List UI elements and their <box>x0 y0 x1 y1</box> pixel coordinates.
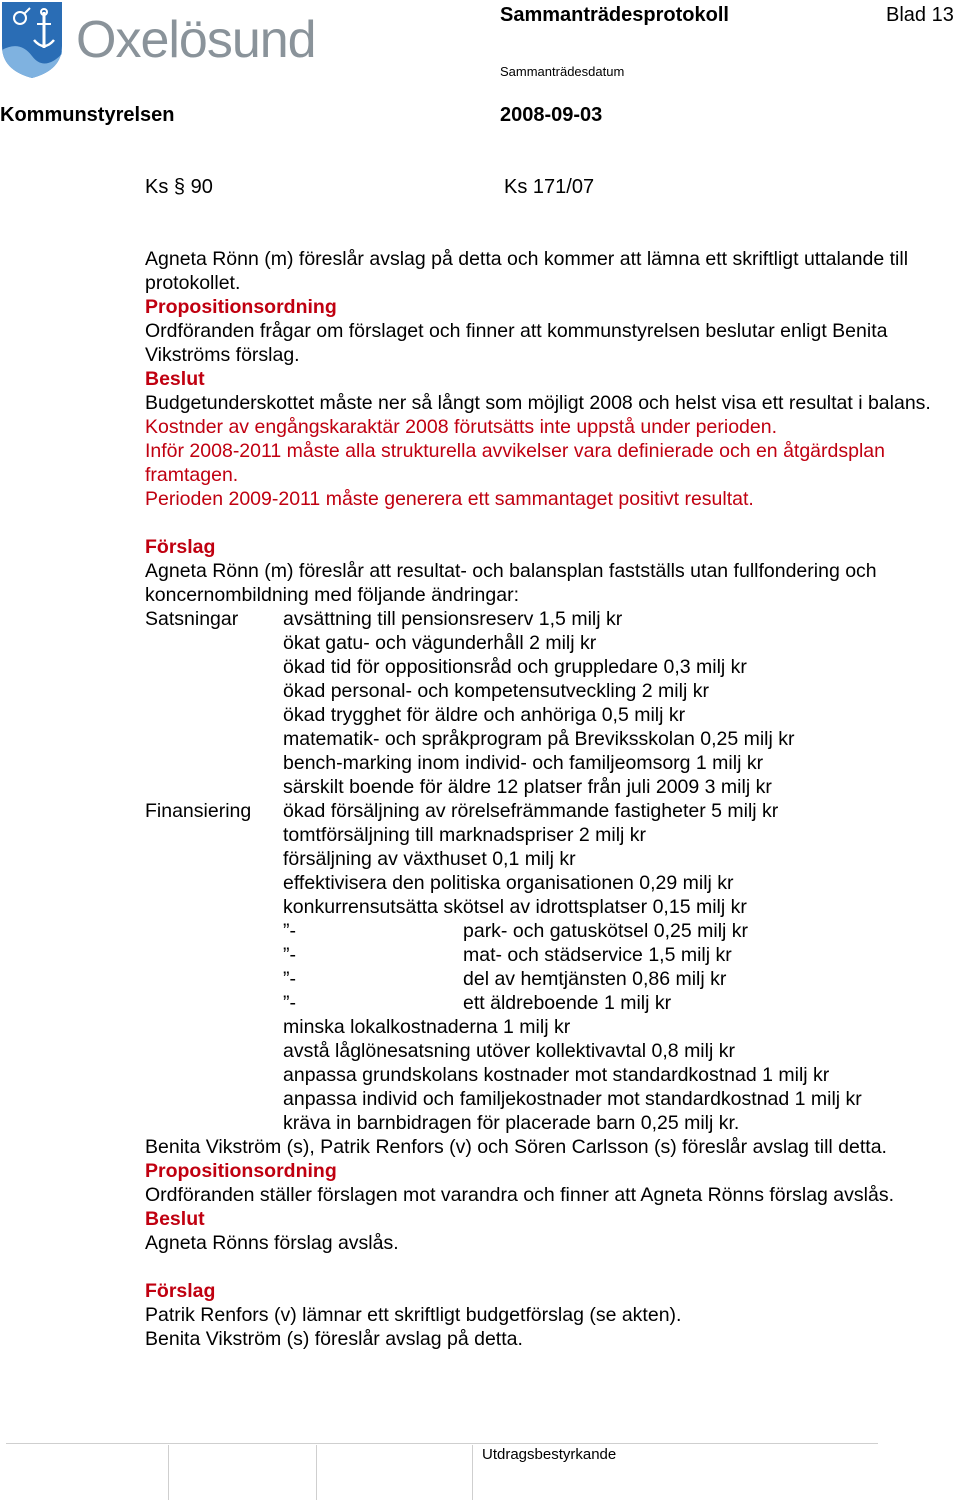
signature-box <box>472 1445 473 1500</box>
list-item: anpassa grundskolans kostnader mot standardkostnad 1 milj kr <box>283 1064 830 1086</box>
decision-text-1: Budgetunderskottet måste ner så långt som möjligt 2008 och helst visa ett resultat i balans. <box>145 392 931 414</box>
finansiering-list <box>283 799 945 1135</box>
proposal-renfors: Patrik Renfors (v) lämnar ett skriftligt budgetförslag (se akten). <box>145 1304 682 1326</box>
list-item: ökad trygghet för äldre och anhöriga 0,5 milj kr <box>283 704 686 726</box>
list-item: kräva in barnbidragen för placerade barn 0,25 milj kr. <box>283 1112 740 1134</box>
ditto-mark: ”- <box>283 968 296 990</box>
list-item: ”- del av hemtjänsten 0,86 milj kr <box>283 968 727 990</box>
list-item: ”- ett äldreboende 1 milj kr <box>283 992 672 1014</box>
list-item: tomtförsäljning till marknadspriser 2 milj kr <box>283 824 647 846</box>
ditto-mark: ”- <box>283 992 296 1014</box>
list-item: särskilt boende för äldre 12 platser från juli 2009 3 milj kr <box>283 776 772 798</box>
municipality-name: Oxelösund <box>76 11 316 69</box>
finansiering-block <box>145 799 945 1135</box>
list-item: minska lokalkostnaderna 1 milj kr <box>283 1016 571 1038</box>
proposal-intro: Agneta Rönn (m) föreslår att resultat- och balansplan fastställs utan fullfondering och koncernombildning med följande ändringar: <box>145 560 877 606</box>
reject-vikstrom: Benita Vikström (s) föreslår avslag på detta. <box>145 1328 523 1350</box>
list-item: ökad tid för oppositionsråd och gruppledare 0,3 milj kr <box>283 656 747 678</box>
chair-decision: Ordföranden frågar om förslaget och finner att kommunstyrelsen beslutar enligt Benita Vikströms förslag. <box>145 320 888 366</box>
list-item: matematik- och språkprogram på Breviksskolan 0,25 milj kr <box>283 728 795 750</box>
heading-propositionsordning: Propositionsordning <box>145 296 337 318</box>
footer-divider <box>6 1443 878 1444</box>
case-reference: Ks 171/07 <box>504 176 595 198</box>
meeting-date: 2008-09-03 <box>500 104 603 126</box>
satsningar-label: Satsningar <box>145 608 239 630</box>
list-item: bench-marking inom individ- och familjeomsorg 1 milj kr <box>283 752 764 774</box>
list-item: effektivisera den politiska organisationen 0,29 milj kr <box>283 872 734 894</box>
heading-beslut-2: Beslut <box>145 1208 205 1230</box>
list-item: ”- park- och gatuskötsel 0,25 milj kr <box>283 920 749 942</box>
meeting-date-label: Sammanträdesdatum <box>500 64 625 79</box>
decision-text-4: Perioden 2009-2011 måste generera ett sammantaget positivt resultat. <box>145 488 754 510</box>
satsningar-block <box>145 607 945 799</box>
decision-text-2: Kostnder av engångskaraktär 2008 förutsätts inte uppstå under perioden. <box>145 416 777 438</box>
ditto-mark: ”- <box>283 944 296 966</box>
list-item: ”- mat- och städservice 1,5 milj kr <box>283 944 732 966</box>
list-item: ökad personal- och kompetensutveckling 2 milj kr <box>283 680 709 702</box>
satsningar-list <box>283 607 945 799</box>
list-item: konkurrensutsätta skötsel av idrottsplatser 0,15 milj kr <box>283 896 747 918</box>
list-item: anpassa individ och familjekostnader mot standardkostnad 1 milj kr <box>283 1088 862 1110</box>
document-title: Sammanträdesprotokoll <box>500 4 729 26</box>
signature-box <box>168 1445 169 1500</box>
chair-decision-2: Ordföranden ställer förslagen mot varandra och finner att Agneta Rönns förslag avslås. <box>145 1184 894 1206</box>
ditto-mark: ”- <box>283 920 296 942</box>
heading-forslag: Förslag <box>145 536 216 558</box>
reject-statement: Benita Vikström (s), Patrik Renfors (v) och Sören Carlsson (s) föreslår avslag till detta. <box>145 1136 887 1158</box>
heading-propositionsordning-2: Propositionsordning <box>145 1160 337 1182</box>
paragraph-number: Ks § 90 <box>145 176 213 198</box>
decision-2: Agneta Rönns förslag avslås. <box>145 1232 399 1254</box>
finansiering-label: Finansiering <box>145 800 252 822</box>
protocol-body <box>145 247 945 1351</box>
governing-body: Kommunstyrelsen <box>0 104 175 126</box>
decision-text-3: Inför 2008-2011 måste alla strukturella avvikelser vara definierade och en åtgärdsplan framtagen. <box>145 440 885 486</box>
footer-certification-label: Utdragsbestyrkande <box>482 1446 617 1463</box>
heading-beslut: Beslut <box>145 368 205 390</box>
list-item: avsättning till pensionsreserv 1,5 milj kr <box>283 608 623 630</box>
statement-ronn: Agneta Rönn (m) föreslår avslag på detta och kommer att lämna ett skriftligt uttalande till protokollet. <box>145 248 909 294</box>
list-item: försäljning av växthuset 0,1 milj kr <box>283 848 576 870</box>
list-item: avstå låglönesatsning utöver kollektivavtal 0,8 milj kr <box>283 1040 735 1062</box>
signature-box <box>316 1445 317 1500</box>
sheet-number: Blad 13 <box>886 4 954 26</box>
list-item: ökat gatu- och vägunderhåll 2 milj kr <box>283 632 597 654</box>
heading-forslag-2: Förslag <box>145 1280 216 1302</box>
list-item: ökad försäljning av rörelsefrämmande fastigheter 5 milj kr <box>283 800 779 822</box>
